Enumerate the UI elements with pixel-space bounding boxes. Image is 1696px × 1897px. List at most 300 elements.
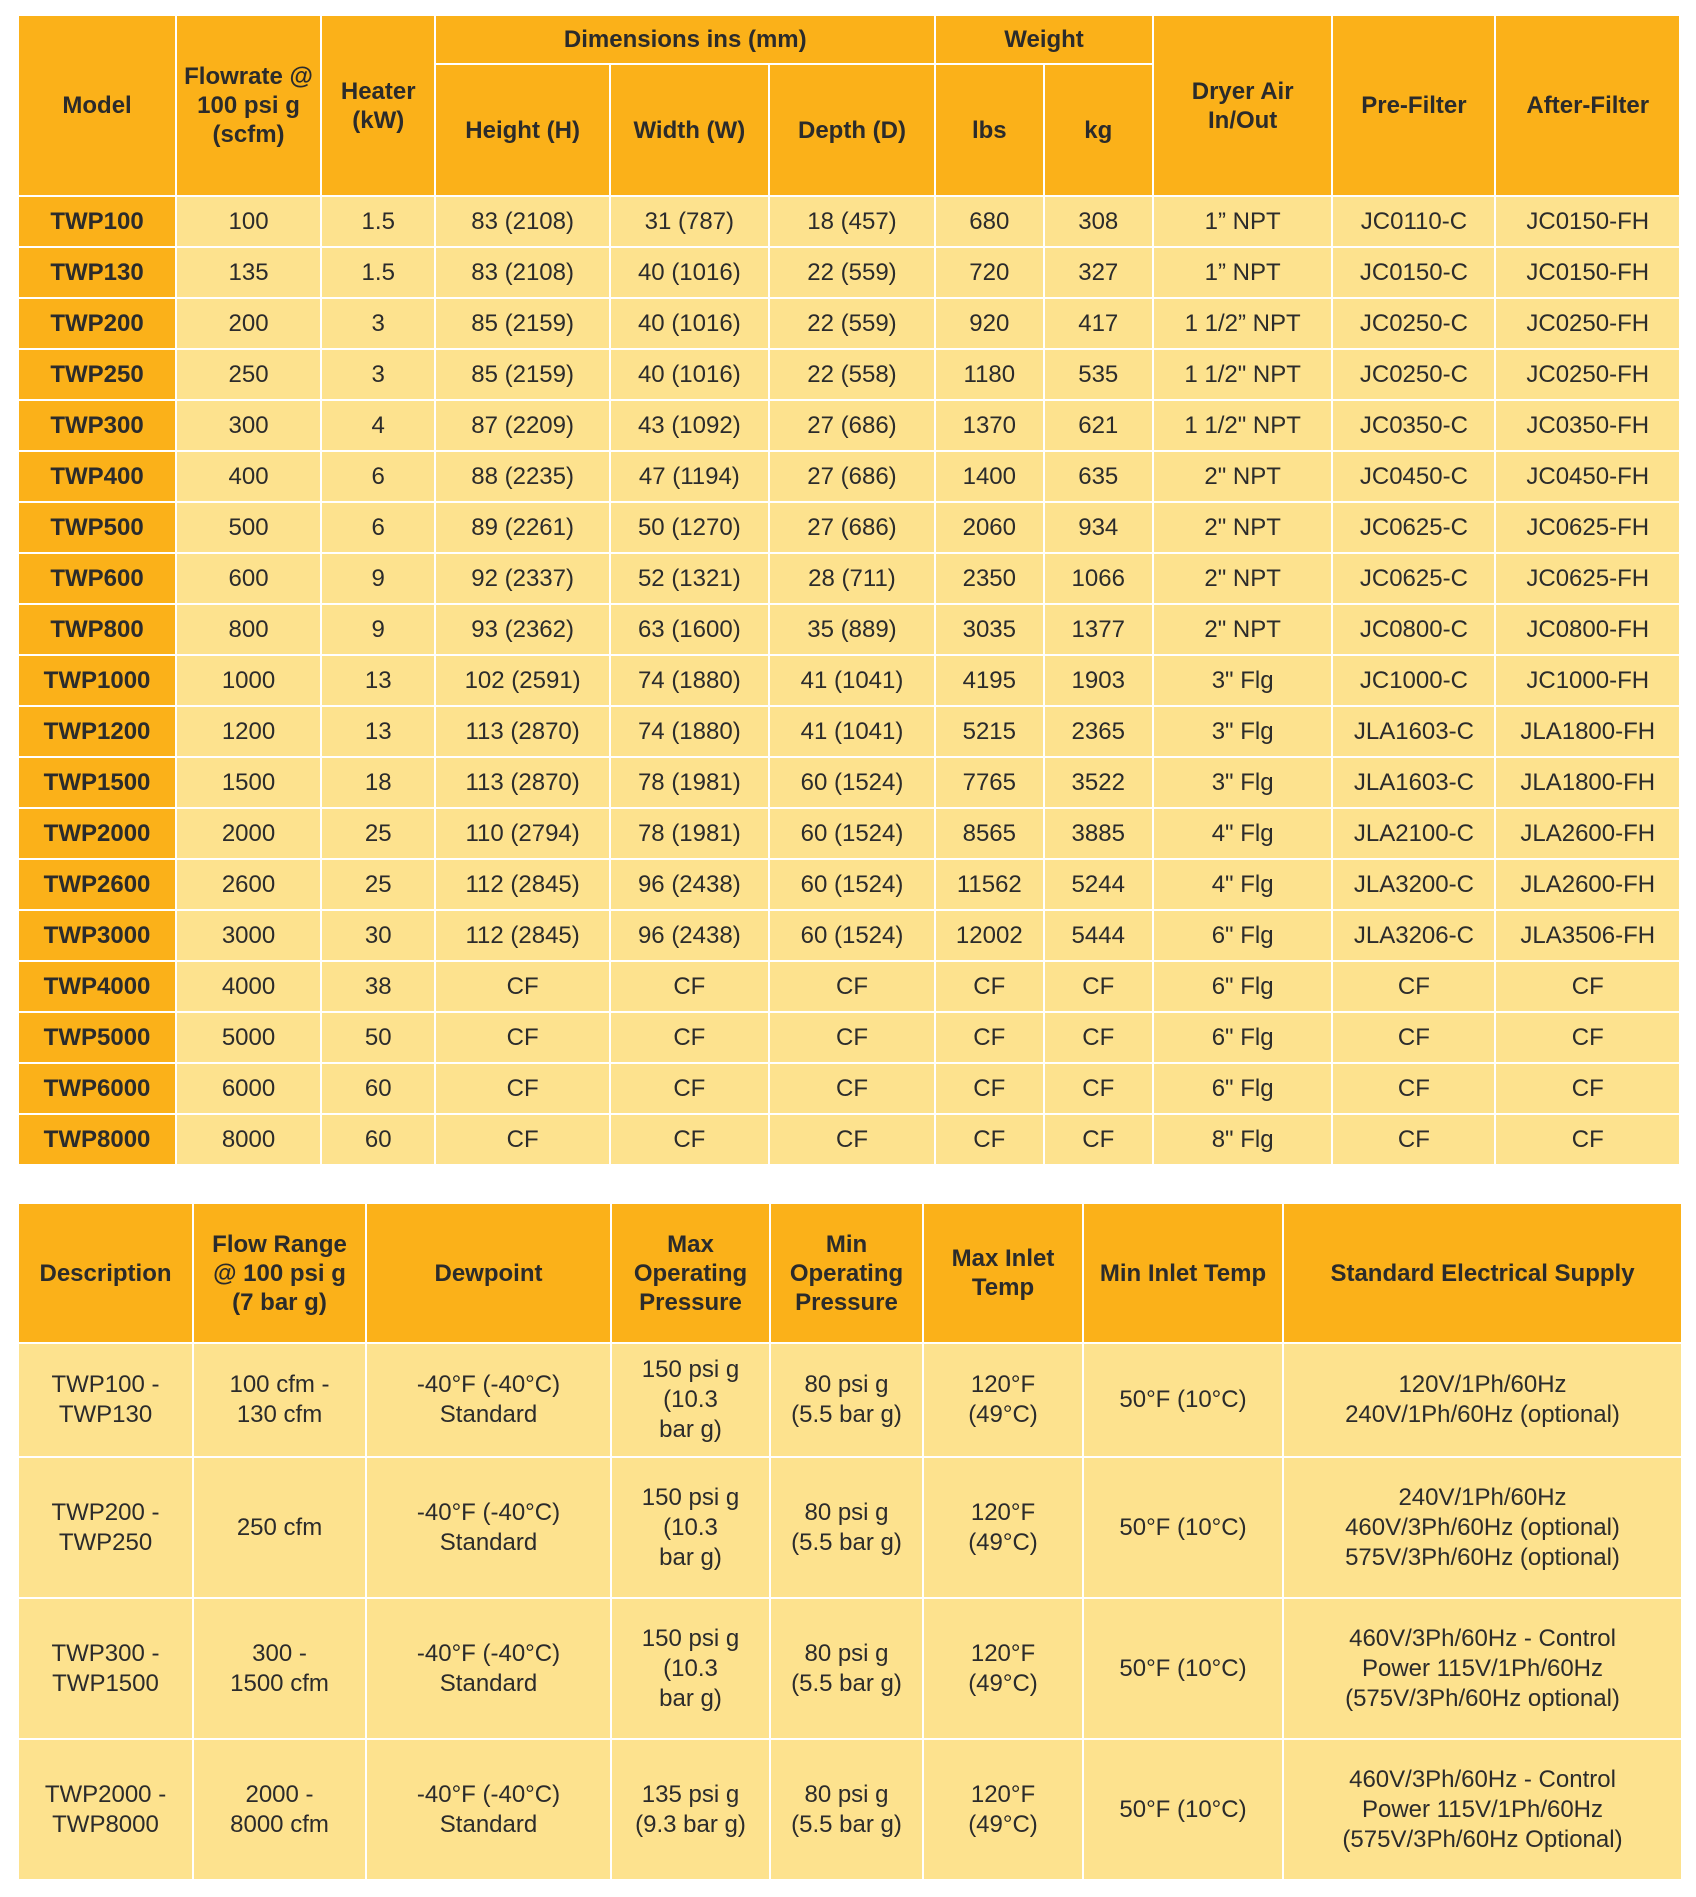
table-row [19,962,1679,1011]
cell-dryer-air: 1 1/2” NPT [1154,299,1331,348]
cell-dryer-air: 2" NPT [1154,554,1331,603]
cell-model: TWP5000 [19,1013,175,1062]
cell-dryer-air: 6" Flg [1154,962,1331,1011]
cell-kg: CF [1045,1115,1152,1164]
cell-line: -40°F (-40°C) [416,1371,561,1398]
cell-depth: 27 (686) [770,401,934,450]
table-row [19,707,1679,756]
cell-line: TWP300 - [51,1639,160,1667]
cell-line: bar g) [659,1684,722,1712]
cell-model: TWP8000 [19,1115,175,1164]
cell-pre-filter: JC1000-C [1333,656,1494,705]
cell-depth: 22 (559) [770,299,934,348]
cell-pre-filter: CF [1333,1013,1494,1062]
cell-kg: 1903 [1045,656,1152,705]
cell-lbs: 12002 [936,911,1042,960]
cell-height: CF [436,1115,608,1164]
cell-after-filter: JC0625-FH [1496,554,1679,603]
cell-dryer-air: 6" Flg [1154,1013,1331,1062]
cell-line: TWP100 - [51,1371,160,1398]
cell-pre-filter: JLA3206-C [1333,911,1494,960]
cell-lbs: 4195 [936,656,1042,705]
cell-kg: 5444 [1045,911,1152,960]
cell-width: 96 (2438) [611,860,768,909]
cell-electrical-supply [1284,1344,1681,1456]
cell-line: 80 psi g [804,1371,889,1398]
cell-line: -40°F (-40°C) [416,1780,561,1808]
cell-line: (49°C) [968,1669,1038,1697]
cell-depth: 22 (559) [770,248,934,297]
cell-line: Standard [439,1669,538,1697]
cell-after-filter: JLA2600-FH [1496,860,1679,909]
cell-line: 460V/3Ph/60Hz (optional) [1345,1513,1620,1541]
cell-min-pressure [771,1458,922,1597]
cell-width: 40 (1016) [611,350,768,399]
cell-after-filter: JC0250-FH [1496,350,1679,399]
cell-line: (49°C) [968,1528,1038,1556]
range-header-1: Flow Range @ 100 psi g (7 bar g) [194,1204,365,1342]
cell-model: TWP1500 [19,758,175,807]
cell-pre-filter: JLA1603-C [1333,758,1494,807]
cell-pre-filter: JC0150-C [1333,248,1494,297]
table-row [19,1740,1681,1879]
cell-width: 43 (1092) [611,401,768,450]
table-row [19,197,1679,246]
cell-pre-filter: JLA3200-C [1333,860,1494,909]
cell-after-filter: JC0250-FH [1496,299,1679,348]
cell-lbs: 1180 [936,350,1042,399]
header-flowrate: Flowrate @ 100 psi g (scfm) [177,16,320,195]
cell-line: 250 cfm [236,1513,323,1541]
cell-depth: 27 (686) [770,452,934,501]
cell-line: 50°F (10°C) [1119,1386,1247,1413]
table-row [19,656,1679,705]
cell-height: 113 (2870) [436,758,608,807]
cell-heater: 9 [322,554,435,603]
cell-depth: 35 (889) [770,605,934,654]
cell-line: Standard [439,1810,538,1838]
cell-dryer-air: 1 1/2" NPT [1154,401,1331,450]
cell-line: 150 psi g [641,1483,740,1511]
cell-max-pressure [612,1740,769,1879]
cell-lbs: 1370 [936,401,1042,450]
cell-flowrate: 500 [177,503,320,552]
cell-height: 87 (2209) [436,401,608,450]
cell-width: CF [611,1013,768,1062]
cell-lbs: 2350 [936,554,1042,603]
cell-height: 88 (2235) [436,452,608,501]
table-row [19,299,1679,348]
cell-max-inlet-temp [924,1740,1082,1879]
cell-line: (10.3 [663,1513,718,1541]
cell-kg: CF [1045,962,1152,1011]
cell-line: 240V/1Ph/60Hz (optional) [1345,1401,1620,1428]
cell-line: TWP130 [58,1401,153,1428]
cell-pre-filter: CF [1333,962,1494,1011]
cell-lbs: 3035 [936,605,1042,654]
cell-after-filter: JC0450-FH [1496,452,1679,501]
table-row [19,860,1679,909]
cell-width: 78 (1981) [611,758,768,807]
cell-line: 80 psi g [804,1780,889,1808]
cell-description [19,1344,192,1456]
cell-model: TWP6000 [19,1064,175,1113]
cell-heater: 13 [322,656,435,705]
table-row [19,1013,1679,1062]
cell-height: 113 (2870) [436,707,608,756]
cell-pre-filter: JC0250-C [1333,299,1494,348]
cell-pre-filter: JLA2100-C [1333,809,1494,858]
cell-width: 31 (787) [611,197,768,246]
cell-flowrate: 250 [177,350,320,399]
cell-width: 40 (1016) [611,299,768,348]
cell-line: (5.5 bar g) [791,1401,902,1428]
cell-dewpoint [367,1599,610,1738]
cell-line: Power 115V/1Ph/60Hz [1361,1654,1604,1682]
cell-model: TWP200 [19,299,175,348]
cell-heater: 30 [322,911,435,960]
cell-pre-filter: JC0625-C [1333,503,1494,552]
table-row [19,1115,1679,1164]
cell-heater: 50 [322,1013,435,1062]
header-heater: Heater (kW) [322,16,435,195]
cell-line: (5.5 bar g) [791,1810,902,1838]
range-header-7: Standard Electrical Supply [1284,1204,1681,1342]
cell-after-filter: JC0800-FH [1496,605,1679,654]
cell-flowrate: 100 [177,197,320,246]
cell-flowrate: 3000 [177,911,320,960]
cell-line: bar g) [659,1416,722,1443]
cell-pre-filter: CF [1333,1064,1494,1113]
cell-lbs: 8565 [936,809,1042,858]
header-dimensions: Dimensions ins (mm) [436,16,934,63]
cell-heater: 6 [322,452,435,501]
cell-width: 47 (1194) [611,452,768,501]
cell-line: 130 cfm [236,1401,323,1428]
range-header-4: Min Operating Pressure [771,1204,922,1342]
cell-pre-filter: JC0800-C [1333,605,1494,654]
cell-height: 85 (2159) [436,350,608,399]
cell-kg: 1377 [1045,605,1152,654]
table-row [19,554,1679,603]
specifications-table [17,14,1681,1166]
cell-electrical-supply [1284,1599,1681,1738]
cell-line: Power 115V/1Ph/60Hz [1361,1795,1604,1823]
cell-pre-filter: JC0350-C [1333,401,1494,450]
cell-after-filter: JC0625-FH [1496,503,1679,552]
cell-line: 150 psi g [641,1624,740,1652]
cell-flowrate: 135 [177,248,320,297]
cell-depth: 60 (1524) [770,758,934,807]
table-row [19,809,1679,858]
header-dryer-air: Dryer Air In/Out [1154,16,1331,195]
cell-min-inlet-temp [1084,1599,1282,1738]
header-height: Height (H) [436,65,608,195]
cell-lbs: CF [936,1115,1042,1164]
cell-kg: CF [1045,1064,1152,1113]
cell-width: 78 (1981) [611,809,768,858]
cell-after-filter: CF [1496,1013,1679,1062]
cell-electrical-supply [1284,1458,1681,1597]
cell-flow-range [194,1599,365,1738]
cell-min-inlet-temp [1084,1458,1282,1597]
cell-flowrate: 1000 [177,656,320,705]
cell-after-filter: JLA1800-FH [1496,758,1679,807]
cell-lbs: 7765 [936,758,1042,807]
cell-flowrate: 2000 [177,809,320,858]
cell-lbs: 11562 [936,860,1042,909]
cell-flow-range [194,1458,365,1597]
cell-line: -40°F (-40°C) [416,1498,561,1526]
cell-height: CF [436,1064,608,1113]
table-row [19,1599,1681,1738]
cell-kg: 535 [1045,350,1152,399]
table-row [19,605,1679,654]
header-kg: kg [1045,65,1152,195]
cell-kg: 327 [1045,248,1152,297]
cell-flowrate: 1500 [177,758,320,807]
cell-depth: 60 (1524) [770,809,934,858]
cell-description [19,1740,192,1879]
cell-dryer-air: 4" Flg [1154,809,1331,858]
cell-kg: 308 [1045,197,1152,246]
cell-lbs: 5215 [936,707,1042,756]
cell-model: TWP1200 [19,707,175,756]
cell-flowrate: 200 [177,299,320,348]
cell-flowrate: 300 [177,401,320,450]
cell-line: TWP250 [58,1528,153,1556]
table-row [19,503,1679,552]
cell-kg: 635 [1045,452,1152,501]
cell-min-inlet-temp [1084,1344,1282,1456]
cell-line: 120V/1Ph/60Hz [1398,1371,1567,1398]
cell-max-pressure [612,1344,769,1456]
cell-description [19,1599,192,1738]
cell-kg: CF [1045,1013,1152,1062]
cell-depth: 41 (1041) [770,656,934,705]
table-row [19,1344,1681,1456]
cell-height: 112 (2845) [436,911,608,960]
cell-line: 50°F (10°C) [1119,1654,1247,1682]
cell-height: 89 (2261) [436,503,608,552]
cell-line: 120°F [970,1371,1036,1398]
cell-line: 240V/1Ph/60Hz [1398,1483,1567,1511]
cell-width: 96 (2438) [611,911,768,960]
cell-model: TWP3000 [19,911,175,960]
cell-line: (5.5 bar g) [791,1528,902,1556]
cell-line: 135 psi g [641,1780,740,1808]
cell-flowrate: 6000 [177,1064,320,1113]
cell-line: 50°F (10°C) [1119,1513,1247,1541]
cell-after-filter: CF [1496,1115,1679,1164]
cell-kg: 1066 [1045,554,1152,603]
cell-dewpoint [367,1344,610,1456]
cell-line: 80 psi g [804,1498,889,1526]
cell-line: bar g) [659,1543,722,1571]
cell-flowrate: 2600 [177,860,320,909]
cell-heater: 60 [322,1115,435,1164]
cell-heater: 25 [322,860,435,909]
cell-line: TWP1500 [52,1669,159,1697]
cell-dewpoint [367,1740,610,1879]
cell-model: TWP2600 [19,860,175,909]
cell-max-pressure [612,1599,769,1738]
cell-height: 112 (2845) [436,860,608,909]
cell-pre-filter: CF [1333,1115,1494,1164]
cell-flowrate: 800 [177,605,320,654]
cell-kg: 3885 [1045,809,1152,858]
cell-width: 63 (1600) [611,605,768,654]
cell-after-filter: JLA1800-FH [1496,707,1679,756]
cell-depth: 22 (558) [770,350,934,399]
cell-width: 74 (1880) [611,656,768,705]
cell-heater: 60 [322,1064,435,1113]
cell-dryer-air: 2" NPT [1154,503,1331,552]
cell-min-pressure [771,1740,922,1879]
cell-line: (575V/3Ph/60Hz optional) [1345,1684,1620,1712]
table-row [19,350,1679,399]
cell-width: 74 (1880) [611,707,768,756]
cell-flowrate: 600 [177,554,320,603]
cell-depth: CF [770,962,934,1011]
cell-dryer-air: 2" NPT [1154,452,1331,501]
cell-model: TWP800 [19,605,175,654]
cell-line: Standard [439,1401,538,1428]
range-header-6: Min Inlet Temp [1084,1204,1282,1342]
range-header-0: Description [19,1204,192,1342]
cell-max-inlet-temp [924,1458,1082,1597]
cell-dryer-air: 4" Flg [1154,860,1331,909]
cell-after-filter: CF [1496,962,1679,1011]
cell-description [19,1458,192,1597]
cell-height: 85 (2159) [436,299,608,348]
cell-min-pressure [771,1344,922,1456]
cell-width: 52 (1321) [611,554,768,603]
range-header-5: Max Inlet Temp [924,1204,1082,1342]
cell-line: 120°F [970,1780,1036,1808]
cell-line: (575V/3Ph/60Hz Optional) [1342,1825,1623,1853]
table-row [19,758,1679,807]
cell-after-filter: JLA2600-FH [1496,809,1679,858]
cell-heater: 3 [322,350,435,399]
cell-dryer-air: 3" Flg [1154,656,1331,705]
cell-pre-filter: JC0625-C [1333,554,1494,603]
cell-min-inlet-temp [1084,1740,1282,1879]
cell-dryer-air: 1” NPT [1154,197,1331,246]
cell-pre-filter: JC0250-C [1333,350,1494,399]
cell-lbs: 920 [936,299,1042,348]
cell-after-filter: JLA3506-FH [1496,911,1679,960]
cell-line: 120°F [970,1498,1036,1526]
cell-model: TWP500 [19,503,175,552]
cell-heater: 13 [322,707,435,756]
table-row [19,911,1679,960]
cell-depth: 41 (1041) [770,707,934,756]
cell-heater: 3 [322,299,435,348]
cell-heater: 25 [322,809,435,858]
cell-flowrate: 400 [177,452,320,501]
cell-line: Standard [439,1528,538,1556]
cell-line: TWP200 - [51,1498,160,1526]
header-model: Model [19,16,175,195]
cell-model: TWP4000 [19,962,175,1011]
cell-dryer-air: 1” NPT [1154,248,1331,297]
cell-flowrate: 8000 [177,1115,320,1164]
header-weight: Weight [936,16,1152,63]
cell-line: 8000 cfm [230,1810,329,1838]
cell-depth: 60 (1524) [770,911,934,960]
cell-width: CF [611,962,768,1011]
cell-model: TWP600 [19,554,175,603]
table-row [19,452,1679,501]
cell-height: 83 (2108) [436,248,608,297]
operating-range-table [17,1202,1683,1881]
cell-height: 93 (2362) [436,605,608,654]
cell-dewpoint [367,1458,610,1597]
header-after-filter: After-Filter [1496,16,1679,195]
cell-depth: CF [770,1115,934,1164]
cell-after-filter: CF [1496,1064,1679,1113]
cell-lbs: CF [936,1013,1042,1062]
table-row [19,401,1679,450]
cell-heater: 4 [322,401,435,450]
cell-depth: 28 (711) [770,554,934,603]
cell-kg: 417 [1045,299,1152,348]
cell-model: TWP300 [19,401,175,450]
cell-lbs: CF [936,1064,1042,1113]
cell-height: 92 (2337) [436,554,608,603]
cell-line: 460V/3Ph/60Hz - Control [1349,1765,1616,1793]
cell-line: (49°C) [968,1810,1038,1838]
cell-flowrate: 1200 [177,707,320,756]
cell-max-pressure [612,1458,769,1597]
cell-dryer-air: 2" NPT [1154,605,1331,654]
header-depth: Depth (D) [770,65,934,195]
cell-width: 40 (1016) [611,248,768,297]
cell-flow-range [194,1740,365,1879]
cell-max-inlet-temp [924,1344,1082,1456]
cell-line: (49°C) [968,1401,1038,1428]
cell-model: TWP130 [19,248,175,297]
cell-height: 110 (2794) [436,809,608,858]
cell-flow-range [194,1344,365,1456]
cell-height: 102 (2591) [436,656,608,705]
cell-electrical-supply [1284,1740,1681,1879]
cell-heater: 9 [322,605,435,654]
cell-kg: 3522 [1045,758,1152,807]
cell-model: TWP100 [19,197,175,246]
cell-line: (10.3 [663,1386,718,1413]
cell-flowrate: 4000 [177,962,320,1011]
cell-line: 150 psi g [641,1356,740,1383]
cell-dryer-air: 1 1/2" NPT [1154,350,1331,399]
range-header-2: Dewpoint [367,1204,610,1342]
table-row [19,248,1679,297]
cell-line: (10.3 [663,1654,718,1682]
cell-kg: 621 [1045,401,1152,450]
cell-line: 50°F (10°C) [1119,1795,1247,1823]
cell-dryer-air: 8" Flg [1154,1115,1331,1164]
cell-after-filter: JC0350-FH [1496,401,1679,450]
cell-height: CF [436,1013,608,1062]
cell-line: 2000 - [245,1780,314,1808]
cell-heater: 1.5 [322,248,435,297]
cell-flowrate: 5000 [177,1013,320,1062]
cell-model: TWP400 [19,452,175,501]
cell-line: 100 cfm - [229,1371,330,1398]
cell-dryer-air: 3" Flg [1154,758,1331,807]
cell-height: 83 (2108) [436,197,608,246]
